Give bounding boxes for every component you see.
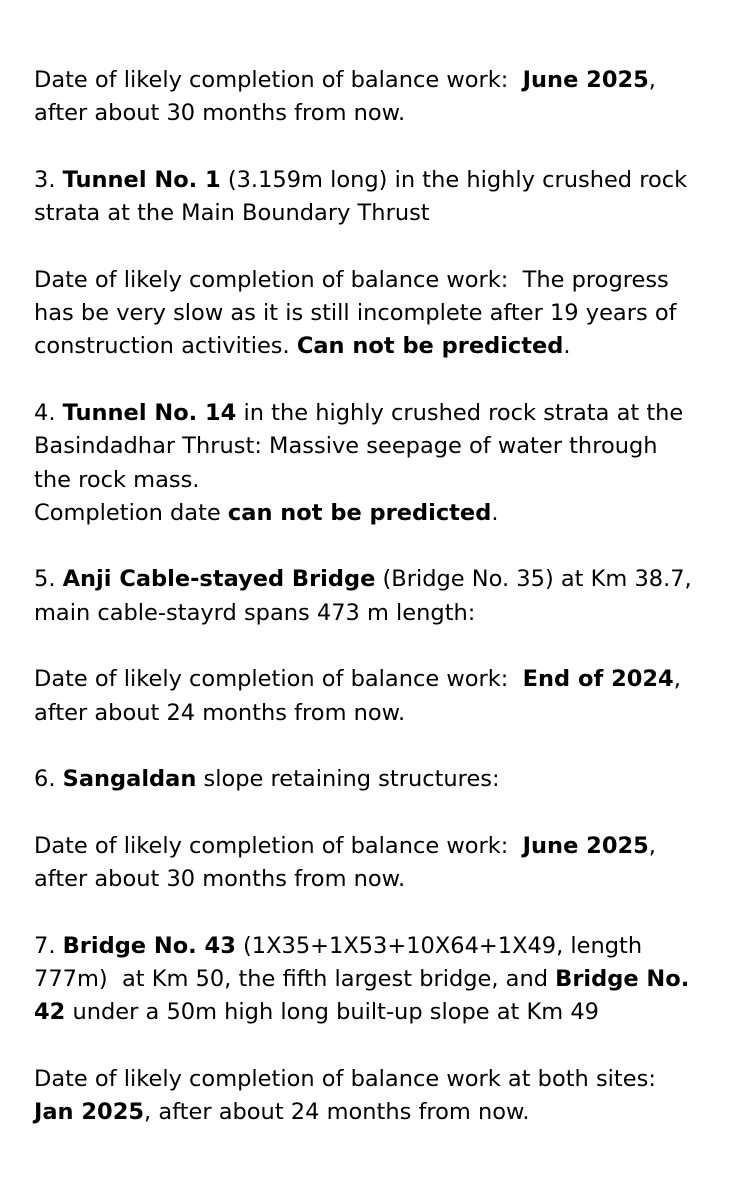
text-run: Date of likely completion of balance work: The progress has be very slow as it is still incomplete after 19 years of construction activities. [34,266,684,360]
bold-date: June 2025 [522,832,649,859]
text-run: under a 50m high long built-up slope at Km 49 [65,999,599,1026]
paragraph-completion-bridges-43-42 [34,1063,699,1130]
text-run: Date of likely completion of balance work: [34,67,523,93]
text-run: , after about 24 months from now. [144,1099,530,1126]
paragraph-gap [34,896,699,929]
bold-item-title: Anji Cable-stayed Bridge [62,566,376,593]
item-number: 7. [34,932,63,959]
item-number: 6. [34,766,63,793]
text-run: , after about 30 months from now. [34,67,664,127]
paragraph-item-4-tunnel-14 [34,397,699,497]
paragraph-item-6-sangaldan [34,763,699,796]
paragraph-item-7-bridges-43-42 [34,930,699,1030]
paragraph-item-5-anji-bridge [34,563,699,630]
paragraph-gap [34,797,699,830]
paragraph-gap [34,630,699,663]
text-run: Date of likely completion of balance work: [34,666,523,693]
paragraph-gap [34,364,699,397]
paragraph-completion-tunnel-1 [34,264,699,364]
bold-item-title: Tunnel No. 1 [62,166,221,193]
paragraph-gap [34,530,699,563]
bold-item-title: Sangaldan [62,766,197,793]
item-number: 5. [34,566,63,593]
bold-status: can not be predicted [227,499,492,526]
paragraph-gap [34,230,699,263]
text-run: Completion date [34,499,228,526]
text-run: (Bridge No. 35) at Km 38.7, main cable-stayrd spans 473 m length: [34,566,699,626]
bold-status: Can not be predicted [296,333,564,360]
text-run: Date of likely completion of balance work at both sites: [34,1065,671,1092]
bold-item-title: Bridge No. 42 [34,966,698,1026]
paragraph-gap [34,1030,699,1063]
item-number: 4. [34,399,63,426]
text-run: Date of likely completion of balance work: [34,832,523,859]
text-run: . [563,333,571,360]
item-number: 3. [34,166,63,193]
text-run: in the highly crushed rock strata at the Basindadhar Thrust: Massive seepage of water through the rock mass. [34,399,691,493]
text-run: slope retaining structures: [196,766,500,793]
bold-item-title: Tunnel No. 14 [62,399,237,426]
paragraph-completion-anji-bridge [34,663,699,730]
paragraph-completion-tunnel-14 [34,497,699,530]
paragraph-gap [34,131,699,164]
bold-item-title: Bridge No. 43 [62,932,236,959]
paragraph-completion-sangaldan [34,830,699,897]
paragraph-item-3-tunnel-1 [34,164,699,231]
paragraph-completion-june-2025-first [34,64,699,131]
bold-date: June 2025 [522,67,649,93]
bold-date: End of 2024 [522,666,674,693]
text-run: (1X35+1X53+10X64+1X49, length 777m) at Km 50, the fifth largest bridge, and [34,932,650,993]
text-run: (3.159m long) in the highly crushed rock strata at the Main Boundary Thrust [34,166,695,227]
paragraph-gap [34,730,699,763]
text-run: , after about 30 months from now. [34,832,664,893]
text-run: . [491,499,499,526]
bold-date: Jan 2025 [34,1099,145,1126]
text-run: , after about 24 months from now. [34,666,688,726]
